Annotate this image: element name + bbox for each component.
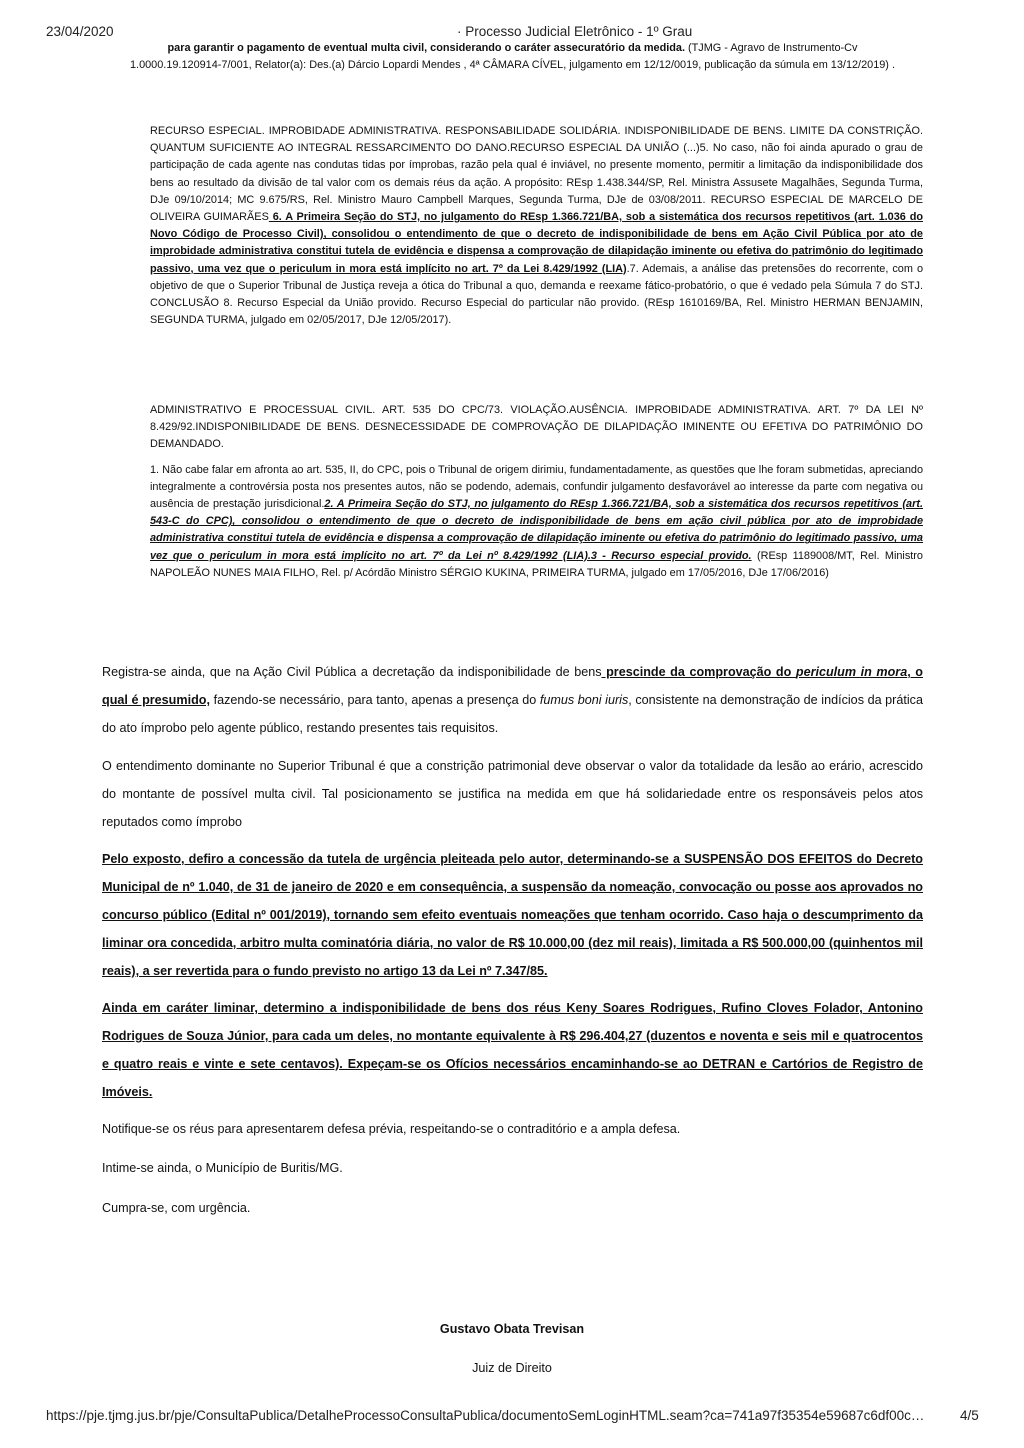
para1-italic: fumus boni iuris (539, 693, 629, 707)
judge-role: Juiz de Direito (472, 1361, 552, 1375)
quote2-body (150, 462, 923, 582)
para1-text-a: Registra-se ainda, que na Ação Civil Pública a decretação da indisponibilidade de bens (102, 665, 602, 679)
paragraph-cumpra: Cumpra-se, com urgência. (102, 1201, 251, 1215)
paragraph-indisponibilidade: Ainda em caráter liminar, determino a indisponibilidade de bens dos réus Keny Soares Rodrigues, Rufino Cloves Folador, Antonino Rodrigues de Souza Júnior, para cada um deles, no montante equivalente à R$ 296.404,27 (duzentos e noventa e seis mil e quatrocentos e quatro reais e vinte e sete centavos). Expeçam-se os Ofícios necessários encaminhando-se ao DETRAN e Cartórios de Registro de Imóveis. (102, 1001, 923, 1099)
paragraph-notifique: Notifique-se os réus para apresentarem defesa prévia, respeitando-se o contraditório e a ampla defesa. (102, 1122, 681, 1136)
para1-bold-b: , o qual é presumido, (102, 665, 923, 707)
quote1-text-b: .7. Ademais, a análise das pretensões do recorrente, com o objetivo de que o Superior Tribunal de Justiça reveja a ótica do Tribunal a quo, demanda e reexame fático-probatório, o que é vedado pela Súmula 7 do STJ. CONCLUSÃO 8. Recurso Especial da União provido. Recurso Especial do particular não provido. (REsp 1610169/BA, Rel. Ministro HERMAN BENJAMIN, SEGUNDA TURMA, julgado em 02/05/2017, DJe 12/05/2017). (150, 262, 924, 327)
citation-tail-line2: 1.0000.19.120914-7/001, Relator(a): Des.(a) Dárcio Lopardi Mendes , 4ª CÂMARA CÍVEL, julgamento em 12/12/0019, publicação da súmula em 13/12/2019) . (129, 59, 895, 72)
citation-tail-line1 (102, 40, 923, 57)
quote2-heading: ADMINISTRATIVO E PROCESSUAL CIVIL. ART. 535 DO CPC/73. VIOLAÇÃO.AUSÊNCIA. IMPROBIDADE ADMINISTRATIVA. ART. 7º DA LEI Nº 8.429/92.INDISPONIBILIDADE DE BENS. DESNECESSIDADE DE COMPROVAÇÃO DE DILAPIDAÇÃO IMINENTE OU EFETIVA DO PATRIMÔNIO DO DEMANDADO. (150, 404, 923, 451)
quote1-highlight: 6. A Primeira Seção do STJ, no julgamento do REsp 1.366.721/BA, sob a sistemática dos recursos repetitivos (art. 1.036 do Novo Código de Processo Civil), consolidou o entendimento de que o decreto de indisponibilidade de bens em Ação Civil Pública por ato de improbidade administrativa constitui tutela de evidência e dispensa a comprovação de dilapidação iminente ou efetiva do patrimônio do legitimado passivo, uma vez que o periculum in mora está implícito no art. 7º da Lei 8.429/1992 (LIA) (150, 211, 923, 275)
citation-tail (102, 40, 923, 74)
page-title: · Processo Judicial Eletrônico - 1º Grau (457, 24, 693, 39)
paragraph-intime: Intime-se ainda, o Município de Buritis/MG. (102, 1161, 343, 1175)
page-url: https://pje.tjmg.jus.br/pje/ConsultaPublica/DetalheProcessoConsultaPublica/documentoSemLoginHTML.seam?ca=741a97f35354e59687c6df00c… (46, 1408, 925, 1423)
citation-tail-ref: (TJMG - Agravo de Instrumento-Cv (684, 42, 858, 54)
page-number: 4/5 (960, 1408, 979, 1423)
quote2-text-b: (REsp 1189008/MT, Rel. Ministro NAPOLEÃO NUNES MAIA FILHO, Rel. p/ Acórdão Ministro SÉRGIO KUKINA, PRIMEIRA TURMA, julgado em 17/05/2016, DJe 17/06/2016) (150, 549, 923, 579)
jurisprudence-quote-2 (150, 402, 923, 582)
quote2-highlight: 2. A Primeira Seção do STJ, no julgamento do REsp 1.366.721/BA, sob a sistemática dos recursos repetitivos (art. 543-C do CPC), consolidou o entendimento de que o decreto de indisponibilidade de bens em ação civil pública por ato de improbidade administrativa constitui tutela de evidência e dispensa a comprovação de dilapidação iminente ou efetiva do patrimônio do legitimado passivo, uma vez que o periculum in mora está implícito no art. 7º da Lei nº 8.429/1992 (LIA).3 - Recurso especial provido. (150, 498, 924, 562)
citation-tail-bold: para garantir o pagamento de eventual multa civil, considerando o caráter assecuratório da medida. (167, 42, 685, 54)
paragraph-periculum (102, 658, 923, 742)
jurisprudence-quote-1 (150, 123, 923, 329)
para1-bold-a: prescinde da comprovação do (601, 665, 796, 679)
paragraph-entendimento: O entendimento dominante no Superior Tribunal é que a constrição patrimonial deve observar o valor da totalidade da lesão ao erário, acrescido do montante de possível multa civil. Tal posicionamento se justifica na medida em que há solidariedade entre os responsáveis pelos atos reputados como ímprobo (102, 759, 923, 829)
judge-name: Gustavo Obata Trevisan (439, 1322, 585, 1336)
para1-text-b: fazendo-se necessário, para tanto, apenas a presença do (209, 693, 540, 707)
para1-text-c: , consistente na demonstração de indícios da prática do ato ímprobo pelo agente público, restando presentes tais requisitos. (102, 693, 923, 735)
para1-bold-italic: periculum in mora (795, 665, 908, 679)
paragraph-decisao: Pelo exposto, defiro a concessão da tutela de urgência pleiteada pelo autor, determinando-se a SUSPENSÃO DOS EFEITOS do Decreto Municipal de nº 1.040, de 31 de janeiro de 2020 e em consequência, a suspensão da nomeação, convocação ou posse aos aprovados no concurso público (Edital nº 001/2019), tornando sem efeito eventuais nomeações que tenham ocorrido. Caso haja o descumprimento da liminar ora concedida, arbitro multa cominatória diária, no valor de R$ 10.000,00 (dez mil reais), limitada a R$ 500.000,00 (quinhentos mil reais), a ser revertida para o fundo previsto no artigo 13 da Lei nº 7.347/85. (102, 852, 923, 978)
quote2-text-a: 1. Não cabe falar em afronta ao art. 535, II, do CPC, pois o Tribunal de origem dirimiu, fundamentadamente, as questões que lhe foram submetidas, apreciando integralmente a controvérsia posta nos presentes autos, não se podendo, ademais, confundir julgamento desfavorável ao interesse da parte com negativa ou ausência de prestação jurisdicional. (150, 463, 923, 511)
print-date: 23/04/2020 (46, 24, 114, 39)
quote1-text-a: RECURSO ESPECIAL. IMPROBIDADE ADMINISTRATIVA. RESPONSABILIDADE SOLIDÁRIA. INDISPONIBILIDADE DE BENS. LIMITE DA CONSTRIÇÃO. QUANTUM SUFICIENTE AO INTEGRAL RESSARCIMENTO DO DANO.RECURSO ESPECIAL DA UNIÃO (...)5. No caso, não foi ainda apurado o grau de participação de cada agente nas condutas tidas por ímprobas, razão pela qual é inviável, no presente momento, permitir a limitação da indisponibilidade dos bens ao resultado da divisão de tal valor com os demais réus da ação. A propósito: REsp 1.438.344/SP, Rel. Ministra Assusete Magalhães, Segunda Turma, DJe 09/10/2014; MC 9.675/RS, Rel. Ministro Mauro Campbell Marques, Segunda Turma, DJe de 03/08/2011. RECURSO ESPECIAL DE MARCELO DE OLIVEIRA GUIMARÃES (150, 125, 923, 224)
